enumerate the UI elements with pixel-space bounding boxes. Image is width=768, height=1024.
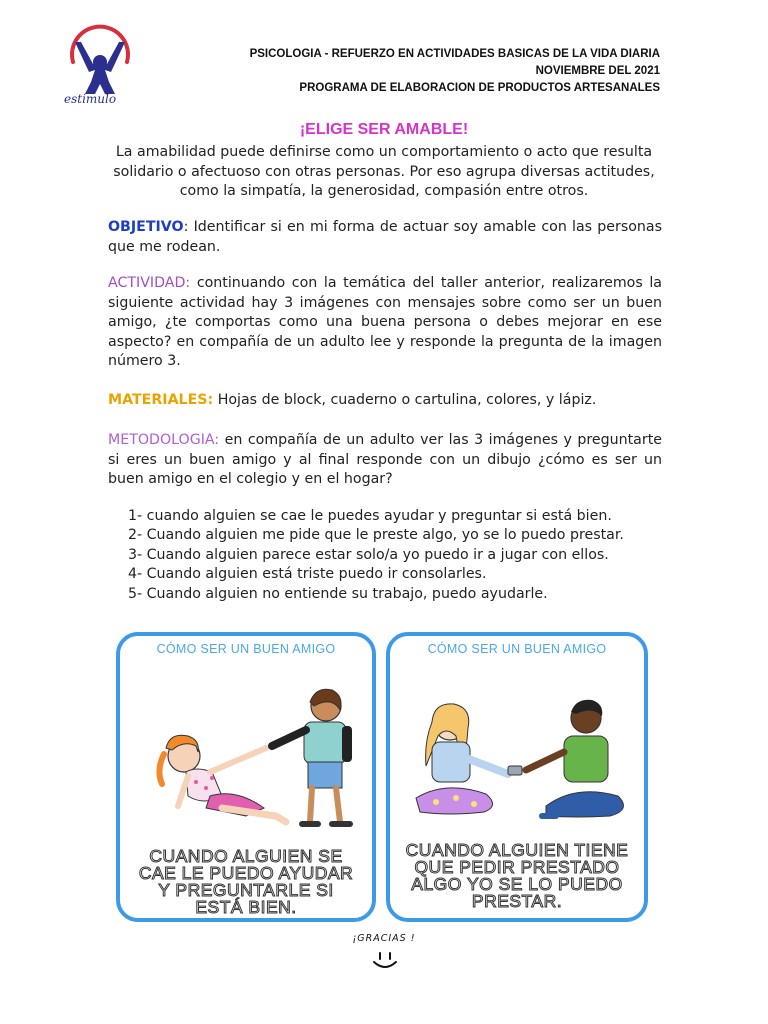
objetivo-text: Identificar si en mi forma de actuar soy amable con las personas que me rodean. bbox=[108, 219, 662, 255]
materiales-paragraph bbox=[108, 391, 662, 411]
friend-card-help-fall bbox=[116, 632, 376, 922]
step-item: 5- Cuando alguien no entiende su trabajo, puedo ayudarle. bbox=[128, 585, 548, 602]
card-caption-line: ALGO YO SE LO PUEDO bbox=[411, 874, 623, 894]
card-caption-line: QUE PEDIR PRESTADO bbox=[414, 857, 620, 877]
card-caption-line: ESTÁ BIEN. bbox=[195, 897, 297, 917]
objetivo-separator: : bbox=[183, 219, 194, 235]
objetivo-paragraph bbox=[108, 218, 662, 257]
materiales-label: MATERIALES: bbox=[108, 392, 214, 408]
metodologia-label: METODOLOGIA: bbox=[108, 432, 220, 448]
card-caption-line: CUANDO ALGUIEN SE bbox=[149, 846, 343, 866]
header-line-3: PROGRAMA DE ELABORACION DE PRODUCTOS ARTESANALES bbox=[299, 82, 660, 94]
metodologia-text: en compañía de un adulto ver las 3 imágenes y preguntarte si eres un buen amigo y al final responde con un dibujo ¿cómo es ser un buen amigo en el colegio y en el hogar? bbox=[108, 432, 662, 487]
card-caption-line: CAE LE PUEDO AYUDAR bbox=[138, 863, 354, 883]
card-caption bbox=[120, 848, 372, 916]
card-heading: CÓMO SER UN BUEN AMIGO bbox=[427, 642, 607, 656]
card-caption-line: PRESTAR. bbox=[471, 891, 563, 911]
step-item: 4- Cuando alguien está triste puedo ir consolarles. bbox=[128, 566, 487, 583]
illustration-kids-sharing bbox=[396, 666, 640, 841]
card-heading: CÓMO SER UN BUEN AMIGO bbox=[156, 642, 336, 656]
steps-list bbox=[128, 507, 624, 604]
smile-icon bbox=[371, 950, 399, 972]
card-caption-line: CUANDO ALGUIEN TIENE bbox=[405, 840, 629, 860]
card-caption bbox=[390, 842, 644, 910]
actividad-paragraph bbox=[108, 274, 662, 372]
actividad-label: ACTIVIDAD: bbox=[108, 275, 191, 291]
step-item: 1- cuando alguien se cae le puedes ayudar y preguntar si está bien. bbox=[128, 508, 612, 524]
illustration-kids-helping bbox=[126, 666, 366, 841]
materiales-text: Hojas de block, cuaderno o cartulina, colores, y lápiz. bbox=[213, 392, 597, 408]
intro-paragraph: La amabilidad puede definirse como un comportamiento o acto que resulta solidario o afectuoso con otras personas. Por eso agrupa diversas actitudes, como la simpatía, la generosidad, compasión entre otros. bbox=[113, 144, 655, 199]
header-line-1: PSICOLOGIA - REFUERZO EN ACTIVIDADES BASICAS DE LA VIDA DIARIA bbox=[249, 48, 660, 60]
card-caption-line: Y PREGUNTARLE SI bbox=[158, 880, 334, 900]
page-title: ¡ELIGE SER AMABLE! bbox=[299, 121, 469, 138]
step-item: 2- Cuando alguien me pide que le preste algo, yo se lo puedo prestar. bbox=[128, 527, 624, 544]
metodologia-paragraph bbox=[108, 431, 662, 490]
objetivo-label: OBJETIVO bbox=[108, 219, 184, 235]
friend-card-lend bbox=[386, 632, 648, 922]
header-line-2: NOVIEMBRE DEL 2021 bbox=[535, 65, 660, 77]
logo-text: estimulo bbox=[64, 92, 117, 106]
actividad-text: continuando con la temática del taller anterior, realizaremos la siguiente actividad hay 3 imágenes con mensajes sobre como ser un buen amigo, ¿te comportas como una buena persona o debes mejorar en ese aspecto? en compañía de un adulto lee y responde la pregunta de la imagen número 3. bbox=[108, 275, 662, 369]
document-header bbox=[240, 46, 660, 97]
step-item: 3- Cuando alguien parece estar solo/a yo puedo ir a jugar con ellos. bbox=[128, 546, 609, 563]
thanks-text: ¡GRACIAS ! bbox=[352, 933, 416, 944]
